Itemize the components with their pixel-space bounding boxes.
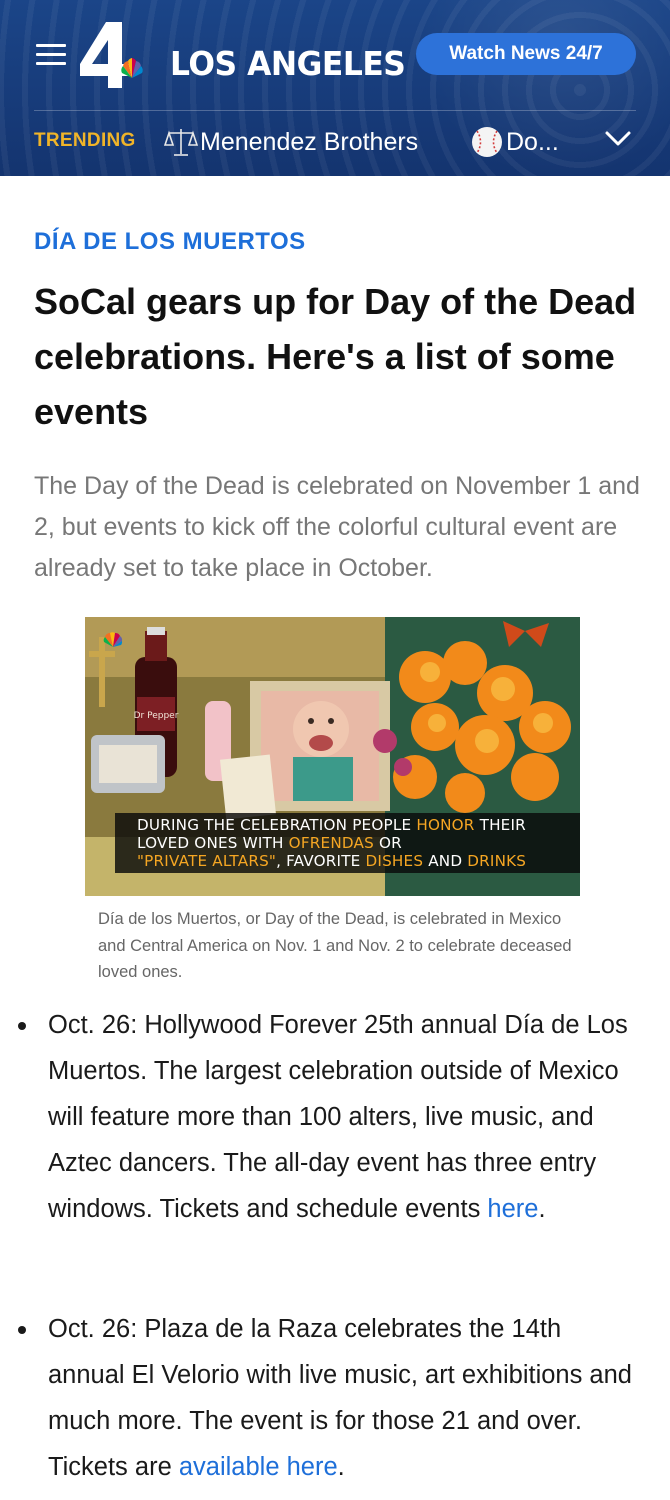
overlay-line-3: "PRIVATE ALTARS", FAVORITE DISHES AND DRINKS [137, 852, 527, 870]
article-dek: The Day of the Dead is celebrated on November 1 and 2, but events to kick off the colorful cultural event are already set to take place in October. [34, 472, 640, 582]
overlay-line-1: DURING THE CELEBRATION PEOPLE HONOR THEIR [137, 816, 526, 834]
article-headline: SoCal gears up for Day of the Dead celebrations. Here's a list of some events [34, 281, 637, 432]
bottle-label: Dr Pepper [133, 711, 179, 721]
article-kicker[interactable]: DÍA DE LOS MUERTOS [34, 228, 306, 255]
header-divider [34, 110, 636, 111]
trending-item-label: Do... [506, 127, 559, 156]
baseball-icon [470, 125, 504, 159]
list-item [48, 1306, 638, 1490]
bullet [18, 1326, 26, 1334]
site-header [0, 0, 670, 176]
watch-news-button[interactable]: Watch News 24/7 [416, 33, 636, 75]
article-image[interactable] [85, 617, 580, 896]
scales-icon [164, 125, 198, 159]
nbc4-logo[interactable] [76, 18, 156, 90]
trending-item-menendez[interactable] [164, 122, 418, 162]
menu-icon[interactable] [36, 44, 66, 68]
image-caption: Día de los Muertos, or Day of the Dead, is celebrated in Mexico and Central America on Nov. 1 and Nov. 2 to celebrate deceased loved ones. [98, 910, 572, 981]
video-lower-third [115, 813, 580, 873]
event-punct: . [538, 1195, 546, 1223]
event-link[interactable]: available here [178, 1453, 338, 1481]
overlay-line-2: LOVED ONES WITH OFRENDAS OR [137, 834, 402, 852]
trending-item-dodgers[interactable] [470, 122, 559, 162]
event-punct: . [337, 1453, 345, 1481]
event-link[interactable]: here [487, 1195, 539, 1223]
list-item [48, 1002, 638, 1232]
trending-label: TRENDING [34, 130, 136, 151]
chevron-down-icon[interactable] [604, 128, 632, 148]
event-text: Oct. 26: Hollywood Forever 25th annual Día de Los Muertos. The largest celebration outside of Mexico will feature more than 100 alters, live music, and Aztec dancers. The all-day event has three entry windows. Tickets and schedule events [48, 1011, 628, 1223]
bullet [18, 1022, 26, 1030]
event-text: Oct. 26: Plaza de la Raza celebrates the 14th annual El Velorio with live music, art exhibitions and much more. The event is for those 21 and over. Tickets are [48, 1315, 632, 1481]
trending-item-label: Menendez Brothers [200, 127, 419, 156]
station-name[interactable]: LOS ANGELES [170, 44, 406, 83]
